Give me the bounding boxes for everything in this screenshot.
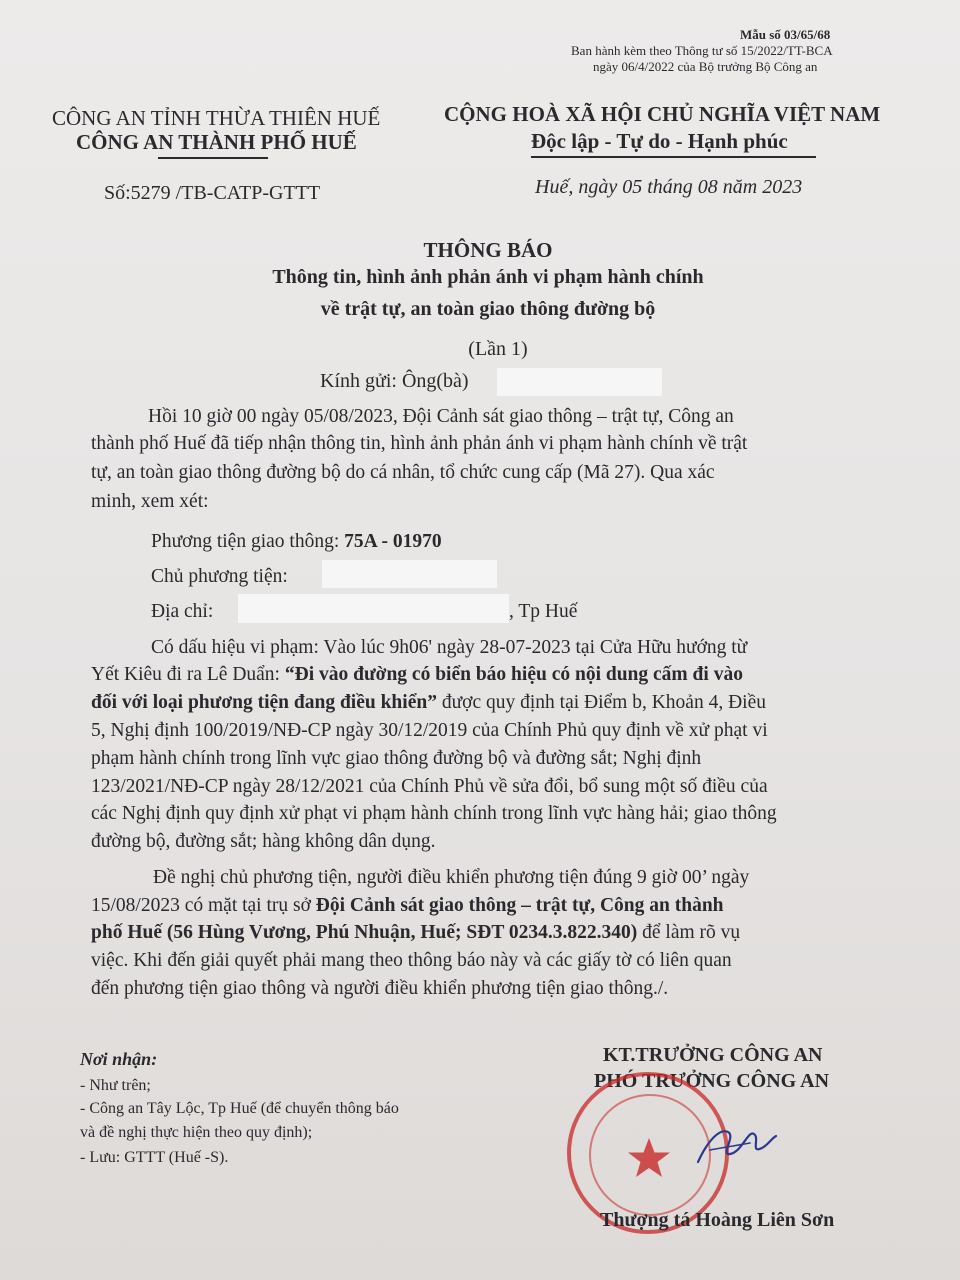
document-number: Số:5279 /TB-CATP-GTTT (104, 182, 321, 204)
request-line-2-plain: 15/08/2023 có mặt tại trụ sở (91, 895, 316, 916)
request-line-2 (91, 892, 724, 919)
national-motto: Độc lập - Tự do - Hạnh phúc (531, 129, 788, 153)
violation-line-2-bold: “Đi vào đường có biển báo hiệu có nội dung cấm đi vào (284, 664, 743, 685)
signer-name: Thượng tá Hoàng Liên Sơn (600, 1209, 835, 1231)
request-line-3 (91, 919, 740, 946)
paragraph-1-line-2: thành phố Huế đã tiếp nhận thông tin, hình ảnh phản ánh vi phạm hành chính về trật (91, 433, 748, 454)
request-line-3-plain: để làm rõ vụ (637, 922, 741, 943)
national-name: CỘNG HOÀ XÃ HỘI CHỦ NGHĨA VIỆT NAM (444, 102, 881, 126)
vehicle-plate-value: 75A - 01970 (344, 531, 442, 552)
place-date: Huế, ngày 05 tháng 08 năm 2023 (535, 176, 803, 198)
recipients-item: - Như trên; (80, 1077, 151, 1094)
violation-line-2 (91, 661, 743, 688)
violation-line-5: phạm hành chính trong lĩnh vực giao thông đường bộ và đường sắt; Nghị định (91, 748, 702, 769)
violation-line-1: Có dấu hiệu vi phạm: Vào lúc 9h06' ngày 28-07-2023 tại Cửa Hữu hướng từ (151, 637, 748, 658)
redacted-recipient-name (497, 368, 662, 396)
agency-name: CÔNG AN THÀNH PHỐ HUẾ (76, 130, 357, 154)
recipient-label: Kính gửi: Ông(bà) (320, 370, 469, 392)
request-line-1: Đề nghị chủ phương tiện, người điều khiển phương tiện đúng 9 giờ 00’ ngày (153, 867, 750, 888)
violation-line-3-plain: được quy định tại Điểm b, Khoản 4, Điều (436, 692, 766, 713)
document-title: THÔNG BÁO (423, 238, 553, 262)
redacted-owner-name (322, 560, 497, 588)
notice-round: (Lần 1) (468, 338, 528, 360)
vehicle-plate-label: Phương tiện giao thông: (151, 531, 345, 552)
request-line-3-bold: phố Huế (56 Hùng Vương, Phú Nhuận, Huế; SĐT 0234.3.822.340) (91, 922, 638, 943)
violation-line-8: đường bộ, đường sắt; hàng không dân dụng. (91, 831, 436, 852)
document-subtitle-2: về trật tự, an toàn giao thông đường bộ (320, 298, 656, 320)
document-subtitle-1: Thông tin, hình ảnh phản ánh vi phạm hành chính (272, 266, 704, 288)
redacted-address (238, 594, 509, 623)
signature-title-2: PHÓ TRƯỞNG CÔNG AN (594, 1070, 830, 1092)
seal-star-icon (626, 1136, 672, 1180)
paragraph-1-line-3: tự, an toàn giao thông đường bộ do cá nhân, tổ chức cung cấp (Mã 27). Qua xác (91, 462, 715, 483)
recipients-item: và đề nghị thực hiện theo quy định); (80, 1124, 313, 1141)
vehicle-owner-label: Chủ phương tiện: (151, 566, 288, 587)
recipients-item: - Công an Tây Lộc, Tp Huế (để chuyển thông báo (80, 1100, 399, 1117)
violation-line-3-bold: đối với loại phương tiện đang điều khiển” (91, 692, 437, 713)
parent-agency: CÔNG AN TỈNH THỪA THIÊN HUẾ (52, 106, 381, 130)
recipients-item: - Lưu: GTTT (Huế -S). (80, 1149, 229, 1166)
paragraph-1-line-1: Hồi 10 giờ 00 ngày 05/08/2023, Đội Cảnh sát giao thông – trật tự, Công an (148, 406, 734, 427)
vehicle-address-suffix: , Tp Huế (509, 601, 578, 622)
violation-line-4: 5, Nghị định 100/2019/NĐ-CP ngày 30/12/2019 của Chính Phủ quy định về xử phạt vi (91, 720, 768, 741)
request-line-5: đến phương tiện giao thông và người điều khiển phương tiện giao thông./. (91, 978, 669, 999)
handwritten-signature-icon (690, 1110, 780, 1180)
motto-underline (531, 156, 816, 158)
form-issued-with: Ban hành kèm theo Thông tư số 15/2022/TT-BCA (571, 43, 833, 58)
request-line-2-bold: Đội Cảnh sát giao thông – trật tự, Công an thành (315, 895, 724, 916)
vehicle-address-label: Địa chỉ: (151, 601, 214, 622)
violation-line-7: các Nghị định quy định xử phạt vi phạm hành chính trong lĩnh vực hàng hải; giao thông (91, 803, 777, 824)
paragraph-1-line-4: minh, xem xét: (91, 491, 209, 512)
vehicle-plate-row (151, 528, 442, 555)
form-issued-date: ngày 06/4/2022 của Bộ trưởng Bộ Công an (593, 59, 818, 74)
recipients-heading: Nơi nhận: (80, 1049, 158, 1069)
form-number: Mẫu số 03/65/68 (740, 27, 831, 42)
signature-title-1: KT.TRƯỞNG CÔNG AN (603, 1044, 823, 1066)
agency-underline (158, 157, 268, 159)
request-line-4: việc. Khi đến giải quyết phải mang theo thông báo này và các giấy tờ có liên quan (91, 950, 732, 971)
violation-line-3 (91, 689, 766, 716)
violation-line-2-plain: Yết Kiêu đi ra Lê Duẩn: (91, 664, 285, 685)
violation-line-6: 123/2021/NĐ-CP ngày 28/12/2021 của Chính Phủ về sửa đổi, bổ sung một số điều của (91, 776, 768, 797)
